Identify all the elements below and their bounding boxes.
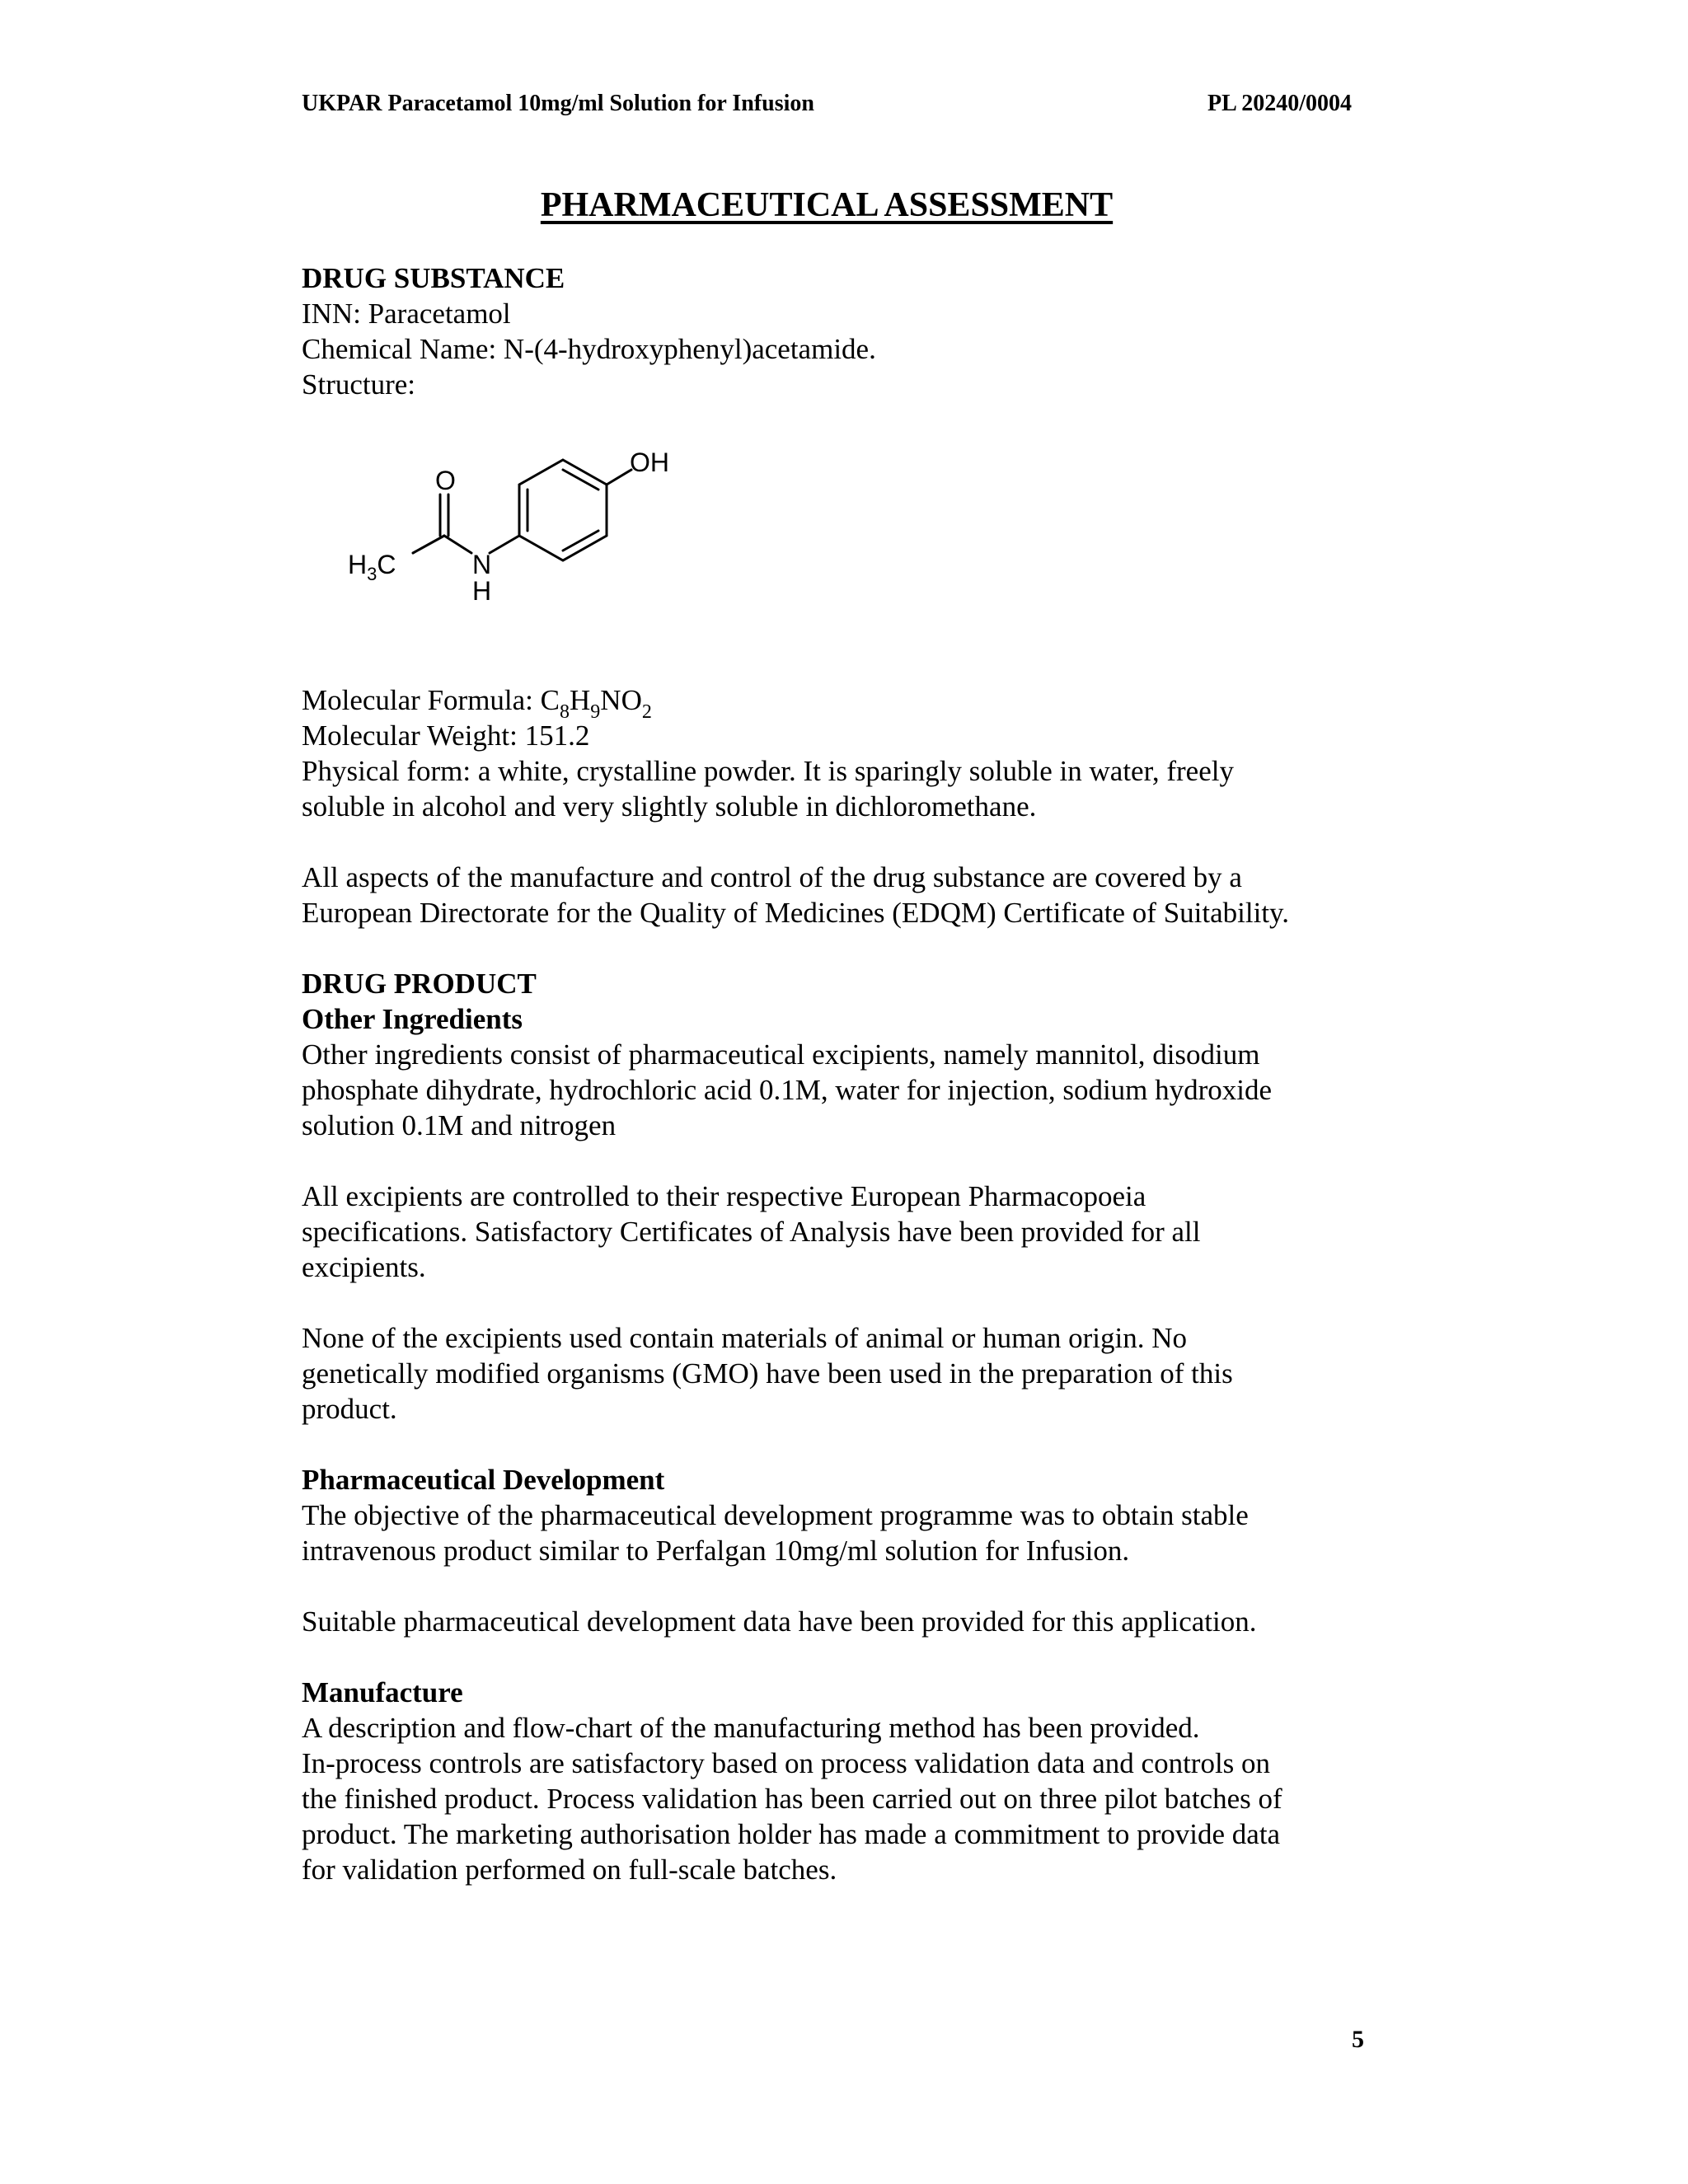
chemical-structure [302, 402, 1373, 682]
inn-line: INN: Paracetamol [302, 298, 511, 330]
page-header [302, 91, 1352, 124]
paragraph-line: Suitable pharmaceutical development data have been provided for this application. [302, 1605, 1257, 1638]
oxygen-label: O [435, 466, 456, 495]
page-number: 5 [1352, 2026, 1364, 2053]
molecular-weight-line: Molecular Weight: 151.2 [302, 719, 590, 752]
paragraph-line: phosphate dihydrate, hydrochloric acid 0.1M, water for injection, sodium hydroxide [302, 1074, 1273, 1106]
drug-product-heading: DRUG PRODUCT [302, 968, 537, 1000]
physical-form-line: soluble in alcohol and very slightly soluble in dichloromethane. [302, 790, 1037, 823]
formula-no: NO [600, 684, 642, 716]
header-document-title: UKPAR Paracetamol 10mg/ml Solution for Infusion [302, 91, 814, 116]
paragraph-line: genetically modified organisms (GMO) have been used in the preparation of this [302, 1357, 1233, 1390]
paragraph-line: excipients. [302, 1251, 426, 1283]
nh-hydrogen-label: H [472, 576, 492, 606]
double-bond [563, 531, 598, 551]
formula-h: H [570, 684, 591, 716]
other-ingredients-heading: Other Ingredients [302, 1003, 523, 1035]
paragraph-line: intravenous product similar to Perfalgan 10mg/ml solution for Infusion. [302, 1535, 1130, 1567]
formula-c: C [540, 684, 560, 716]
formula-o-count: 2 [641, 701, 652, 723]
header-licence-number: PL 20240/0004 [1207, 91, 1352, 116]
drug-substance-heading: DRUG SUBSTANCE [302, 262, 565, 294]
paragraph-line: A description and flow-chart of the manufacturing method has been provided. [302, 1712, 1200, 1744]
physical-form-line: Physical form: a white, crystalline powder. It is sparingly soluble in water, freely [302, 755, 1234, 787]
paragraph-line: product. The marketing authorisation holder has made a commitment to provide data [302, 1818, 1281, 1850]
benzene-ring [519, 460, 607, 560]
manufacture-heading: Manufacture [302, 1676, 463, 1708]
paragraph-line: specifications. Satisfactory Certificates of Analysis have been provided for all [302, 1216, 1201, 1248]
edqm-line: All aspects of the manufacture and control of the drug substance are covered by a [302, 861, 1242, 893]
paracetamol-structure-diagram [318, 443, 714, 633]
formula-h-count: 9 [590, 701, 601, 723]
paragraph-line: All excipients are controlled to their respective European Pharmacopoeia [302, 1180, 1146, 1212]
edqm-line: European Directorate for the Quality of Medicines (EDQM) Certificate of Suitability. [302, 897, 1290, 929]
paragraph-line: for validation performed on full-scale batches. [302, 1854, 837, 1886]
paragraph-line: solution 0.1M and nitrogen [302, 1109, 617, 1141]
oh-label: OH [630, 448, 669, 477]
n-carbonyl-bond [444, 536, 471, 553]
paragraph-line: The objective of the pharmaceutical development programme was to obtain stable [302, 1499, 1249, 1531]
ring-n-bond [490, 536, 519, 553]
ring-oh-bond [607, 470, 631, 485]
molecular-formula-label: Molecular Formula: [302, 684, 541, 716]
paragraph-line: In-process controls are satisfactory based on process validation data and controls on [302, 1747, 1271, 1779]
structure-label: Structure: [302, 368, 416, 401]
formula-c-count: 8 [560, 701, 570, 723]
nitrogen-label: N [472, 550, 492, 579]
molecular-formula-line [302, 682, 1373, 723]
pharmaceutical-development-heading: Pharmaceutical Development [302, 1464, 665, 1496]
methyl-label: $H_3C$ [348, 550, 396, 584]
chemical-name-line: Chemical Name: N-(4-hydroxyphenyl)acetamide. [302, 333, 876, 365]
page-title: PHARMACEUTICAL ASSESSMENT [540, 186, 1114, 224]
document-body [302, 260, 1373, 1887]
paragraph-line: Other ingredients consist of pharmaceutical excipients, namely mannitol, disodium [302, 1038, 1260, 1071]
paragraph-line: the finished product. Process validation has been carried out on three pilot batches of [302, 1783, 1282, 1815]
paragraph-line: None of the excipients used contain materials of animal or human origin. No [302, 1322, 1188, 1354]
double-bond [563, 470, 598, 490]
methyl-bond [413, 536, 444, 553]
paragraph-line: product. [302, 1393, 397, 1425]
